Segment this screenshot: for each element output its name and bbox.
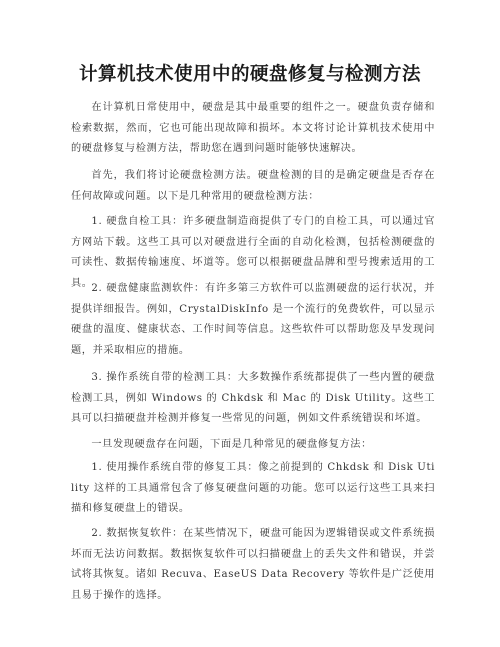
paragraph-detection-3: 3. 操作系统自带的检测工具：大多数操作系统都提供了一些内置的硬盘检测工具，例如 Windows 的 Chkdsk 和 Mac 的 Disk Utility。这些工具可以扫描硬盘并检测并修复一些常见的问题，例如文件系统错误和坏道。 <box>71 372 435 424</box>
paragraph-detection-2: 2. 硬盘健康监测软件：有许多第三方软件可以监测硬盘的运行状况，并提供详细报告。例如，CrystalDiskInfo 是一个流行的免费软件，可以显示硬盘的温度、健康状态、工作时间等信息。这些软件可以帮助您及早发现问题，并采取相应的措施。 <box>71 283 435 356</box>
paragraph-repair-intro: 一旦发现硬盘存在问题，下面是几种常见的硬盘修复方法： <box>91 439 372 450</box>
paragraph-detection-1: 1. 硬盘自检工具：许多硬盘制造商提供了专门的自检工具，可以通过官方网站下载。这些工具可以对硬盘进行全面的自动化检测，包括检测硬盘的可读性、数据传输速度、坏道等。您可以根据硬盘品牌和型号搜索适用的工具。 <box>71 216 435 289</box>
paragraph-detection-intro: 首先，我们将讨论硬盘检测方法。硬盘检测的目的是确定硬盘是否存在任何故障或问题。以下是几种常用的硬盘检测方法： <box>71 170 435 202</box>
document-title: 计算机技术使用中的硬盘修复与检测方法 <box>78 64 421 85</box>
paragraph-repair-2: 2. 数据恢复软件：在某些情况下，硬盘可能因为逻辑错误或文件系统损坏而无法访问数据。数据恢复软件可以扫描硬盘上的丢失文件和错误，并尝试将其恢复。诸如 Recuva、EaseUS Data Recovery 等软件是广泛使用且易于操作的选择。 <box>71 528 435 601</box>
paragraph-repair-1: 1. 使用操作系统自带的修复工具：像之前提到的 Chkdsk 和 Disk Utility 这样的工具通常包含了修复硬盘问题的功能。您可以运行这些工具来扫描和修复硬盘上的错误。 <box>71 462 435 514</box>
paragraph-intro: 在计算机日常使用中，硬盘是其中最重要的组件之一。硬盘负责存储和检索数据，然而，它也可能出现故障和损坏。本文将讨论计算机技术使用中的硬盘修复与检测方法，帮助您在遇到问题时能够快速解决。 <box>71 102 435 154</box>
